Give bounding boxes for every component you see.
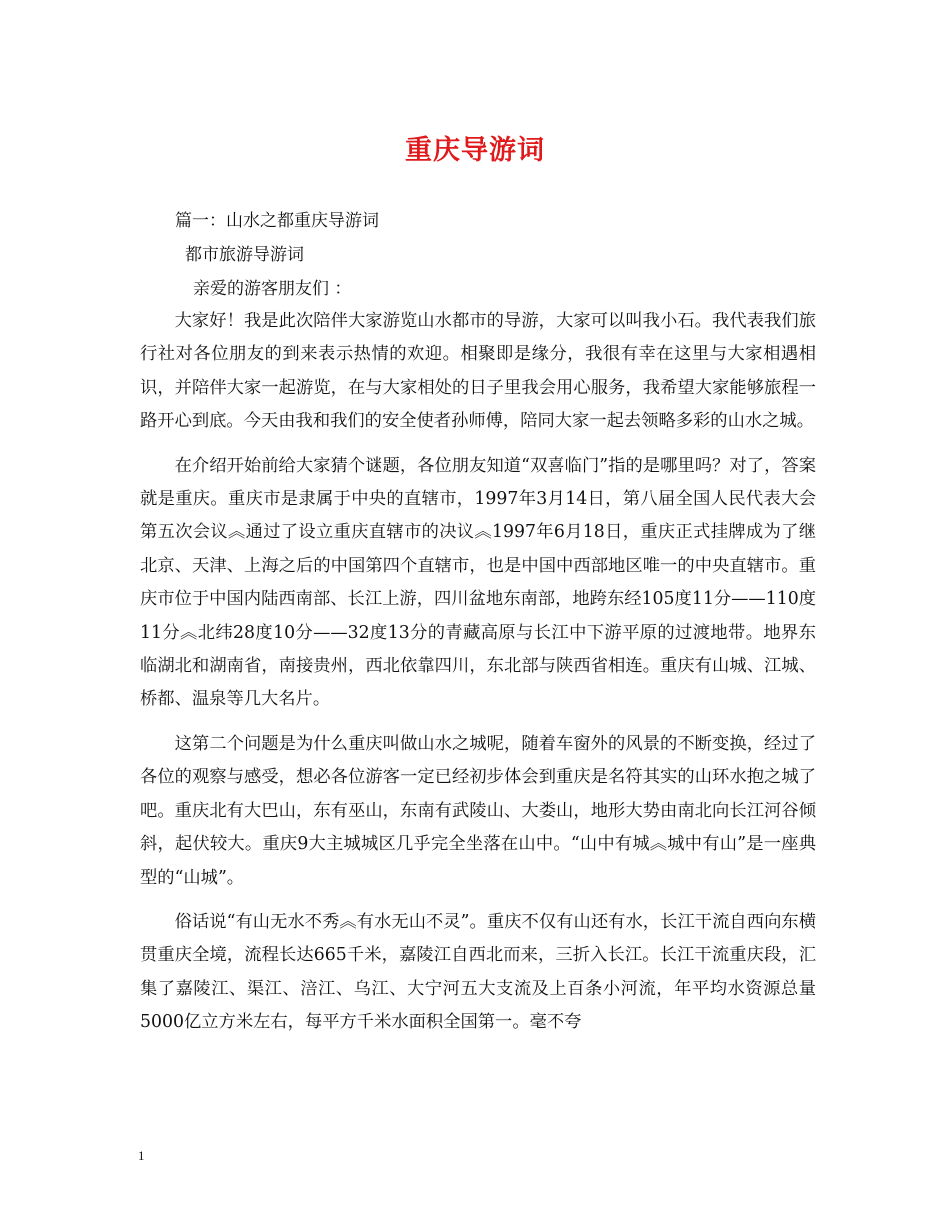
body-text (140, 305, 816, 1051)
paragraph: 在介绍开始前给大家猜个谜题，各位朋友知道“双喜临门”指的是哪里吗？对了，答案就是重庆。重庆市是隶属于中央的直辖市，1997年3月14日，第八届全国人民代表大会第五次会议︽通过了设立重庆直辖市的决议︽1997年6月18日，重庆正式挂牌成为了继北京、天津、上海之后的中国第四个直辖市，也是中国中西部地区唯一的中央直辖市。重庆市位于中国内陆西南部、长江上游，四川盆地东南部，地跨东经105度11分——110度11分︽北纬28度10分——32度13分的青藏高原与长江中下游平原的过渡地带。地界东临湖北和湖南省，南接贵州，西北依靠四川，东北部与陕西省相连。重庆有山城、江城、桥都、温泉等几大名片。 (140, 455, 816, 710)
paragraph: 大家好！我是此次陪伴大家游览山水都市的导游，大家可以叫我小石。我代表我们旅行社对各位朋友的到来表示热情的欢迎。相聚即是缘分，我很有幸在这里与大家相遇相识，并陪伴大家一起游览，在与大家相处的日子里我会用心服务，我希望大家能够旅程一路开心到底。今天由我和我们的安全使者孙师傅，陪同大家一起去领略多彩的山水之城。 (140, 311, 816, 432)
subtitle: 都市旅游导游词 (185, 245, 304, 265)
greeting: 亲爱的游客朋友们 ： (193, 279, 352, 299)
page-number: 1 (138, 1148, 145, 1163)
document-title: 重庆导游词 (405, 135, 545, 166)
paragraph: 这第二个问题是为什么重庆叫做山水之城呢，随着车窗外的风景的不断变换，经过了各位的观察与感受，想必各位游客一定已经初步体会到重庆是名符其实的山环水抱之城了吧。重庆北有大巴山，东有巫山，东南有武陵山、大娄山，地形大势由南北向长江河谷倾斜，起伏较大。重庆9大主城城区几乎完全坐落在山中。“山中有城︽城中有山”是一座典型的“山城”。 (140, 733, 816, 888)
paragraph: 俗话说“有山无水不秀︽有水无山不灵”。重庆不仅有山还有水，长江干流自西向东横贯重庆全境，流程长达665千米，嘉陵江自西北而来，三折入长江。长江干流重庆段，汇集了嘉陵江、渠江、涪江、乌江、大宁河五大支流及上百条小河流，年平均水资源总量5000亿立方米左右，每平方千米水面积全国第一。毫不夸 (140, 911, 816, 1033)
section-title: 篇一：山水之都重庆导游词 (175, 211, 379, 231)
